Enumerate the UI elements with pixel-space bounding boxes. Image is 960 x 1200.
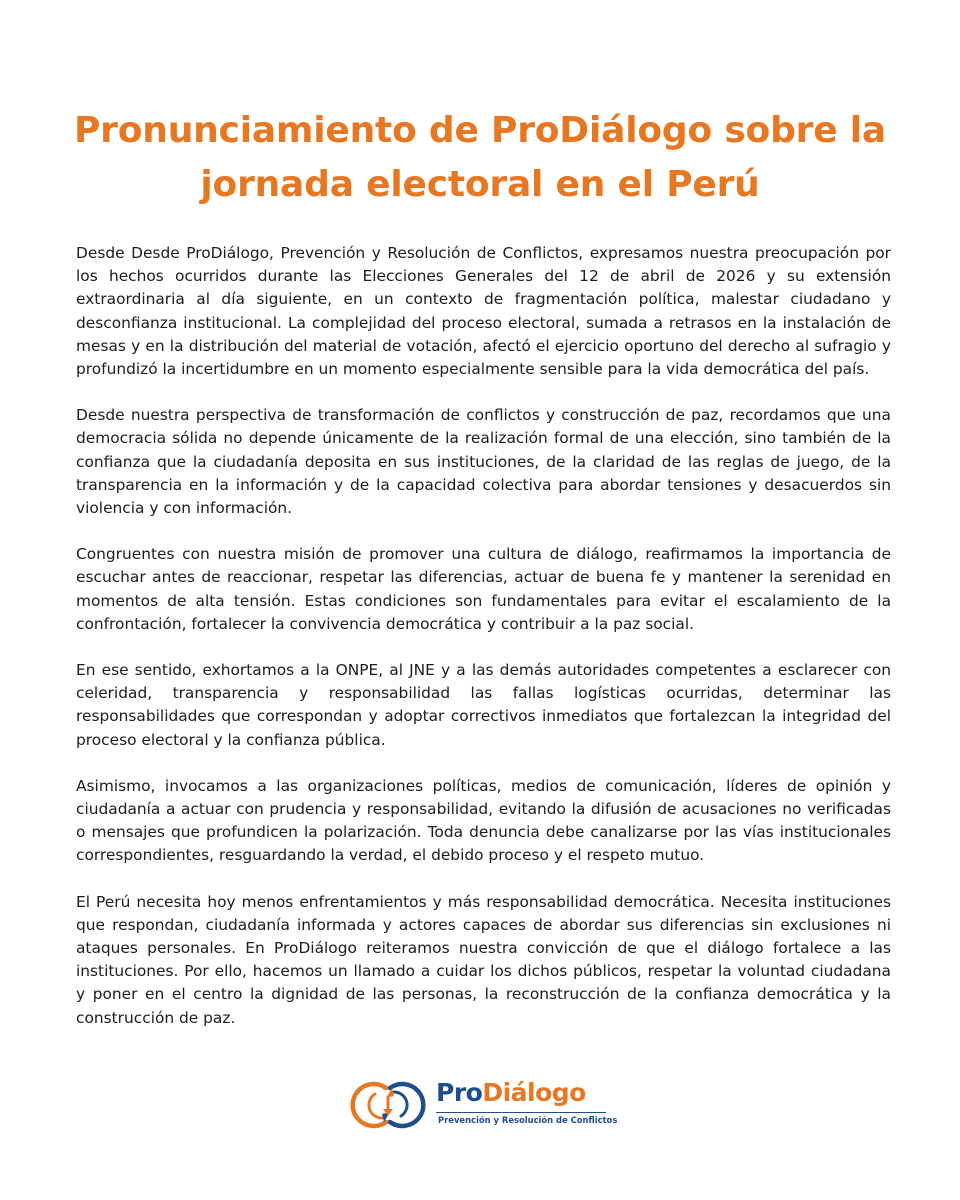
prodialogo-logo — [346, 1076, 616, 1136]
paragraph-3: Congruentes con nuestra misión de promover una cultura de diálogo, reafirmamos la importancia de escuchar antes de reaccionar, respetar las diferencias, actuar de buena fe y mantener la serenidad en momentos de alta tensión. Estas condiciones son fundamentales para evitar el escalamiento de la confrontación, fortalecer la convivencia democrática y contribuir a la paz social. — [76, 545, 891, 633]
logo-wordmark-dialogo: Diálogo — [482, 1078, 586, 1107]
logo-tagline: Prevención y Resolución de Conflictos — [438, 1115, 618, 1125]
document-body — [76, 242, 891, 1053]
logo-wordmark-pro: Pro — [436, 1078, 483, 1107]
paragraph-1: Desde Desde ProDiálogo, Prevención y Resolución de Conflictos, expresamos nuestra preocupación por los hechos ocurridos durante las Elecciones Generales del 12 de abril de 2026 y su extensión extraordinaria al día siguiente, en un contexto de fragmentación política, malestar ciudadano y desconfianza institucional. La complejidad del proceso electoral, sumada a retrasos en la instalación de mesas y en la distribución del material de votación, afectó el ejercicio oportuno del derecho al sufragio y profundizó la incertidumbre en un momento especialmente sensible para la vida democrática del país. — [76, 244, 891, 379]
paragraph-4: En ese sentido, exhortamos a la ONPE, al JNE y a las demás autoridades competentes a esclarecer con celeridad, transparencia y responsabilidad las fallas logísticas ocurridas, determinar las responsabilidades que correspondan y adoptar correctivos inmediatos que fortalezcan la integridad del proceso electoral y la confianza pública. — [76, 661, 891, 749]
document-title — [60, 104, 900, 212]
logo-wordmark — [436, 1078, 586, 1108]
title-line-2: jornada electoral en el Perú — [200, 164, 760, 205]
paragraph-6: El Perú necesita hoy menos enfrentamientos y más responsabilidad democrática. Necesita instituciones que respondan, ciudadanía informada y actores capaces de abordar sus diferencias sin exclusiones ni ataques personales. En ProDiálogo reiteramos nuestra convicción de que el diálogo fortalece a las instituciones. Por ello, hacemos un llamado a cuidar los dichos públicos, respetar la voluntad ciudadana y poner en el centro la dignidad de las personas, la reconstrucción de la confianza democrática y la construcción de paz. — [76, 892, 891, 1027]
logo-divider — [436, 1112, 606, 1113]
circular-arrows-icon — [346, 1078, 430, 1132]
paragraph-5: Asimismo, invocamos a las organizaciones políticas, medios de comunicación, líderes de opinión y ciudadanía a actuar con prudencia y responsabilidad, evitando la difusión de acusaciones no verificadas o mensajes que profundicen la polarización. Toda denuncia debe canalizarse por las vías institucionales correspondientes, resguardando la verdad, el debido proceso y el respeto mutuo. — [76, 776, 891, 865]
paragraph-2: Desde nuestra perspectiva de transformación de conflictos y construcción de paz, recordamos que una democracia sólida no depende únicamente de la realización formal de una elección, sino también de la confianza que la ciudadanía deposita en sus instituciones, de la claridad de las reglas de juego, de la transparencia en la información y de la capacidad colectiva para abordar tensiones y desacuerdos sin violencia y con información. — [76, 406, 891, 518]
title-line-1: Pronunciamiento de ProDiálogo sobre la — [74, 110, 886, 151]
